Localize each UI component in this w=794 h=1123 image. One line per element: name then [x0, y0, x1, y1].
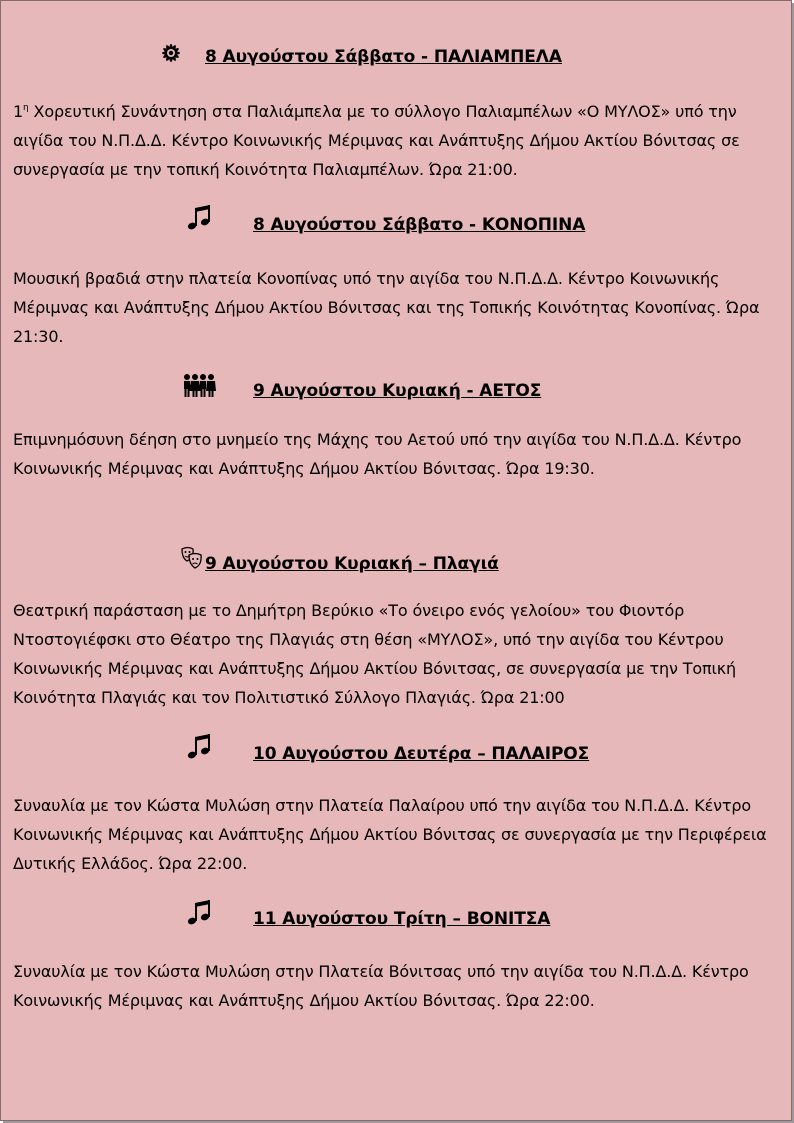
flower-icon — [159, 41, 183, 65]
music-note-icon — [187, 204, 211, 232]
ordinal-suffix: η — [23, 103, 29, 113]
event-description: Συναυλία με τον Κώστα Μυλώση στην Πλατεία Παλαίρου υπό την αιγίδα του Ν.Π.Δ.Δ. Κέντρο Κοινωνικής Μέριμνας και Ανάπτυξης Δήμου Ακτίου Βόνιτσας σε συνεργασία με την Περιφέρεια Δυτικής Ελλάδος. Ώρα 22:00. — [13, 796, 767, 873]
music-note-icon — [187, 899, 211, 927]
ordinal-number: 1 — [13, 102, 24, 121]
music-note-icon — [187, 733, 211, 761]
event-description — [13, 97, 785, 184]
description-text: Χορευτική Συνάντηση στα Παλιάμπελα με το σύλλογο Παλιαμπέλων «Ο ΜΥΛΟΣ» υπό την αιγίδα του Ν.Π.Δ.Δ. Κέντρο Κοινωνικής Μέριμνας και Ανάπτυξης Δήμου Ακτίου Βόνιτσας σε συνεργασία με την τοπική Κοινότητα Παλιαμπέλων. Ώρα 21:00. — [13, 102, 740, 179]
event-heading: 9 Αυγούστου Κυριακή – Πλαγιά — [205, 554, 499, 574]
event-description: Επιμνημόσυνη δέηση στο μνημείο της Μάχης του Αετού υπό την αιγίδα του Ν.Π.Δ.Δ. Κέντρο Κοινωνικής Μέριμνας και Ανάπτυξης Δήμου Ακτίου Βόνιτσας. Ώρα 19:30. — [13, 430, 742, 478]
event-heading: 9 Αυγούστου Κυριακή - ΑΕΤΟΣ — [253, 381, 542, 401]
event-description: Θεατρική παράσταση με το Δημήτρη Βερύκιο «Το όνειρο ενός γελοίου» του Φιοντόρ Ντοστογιέφσκι στο Θέατρο της Πλαγιάς στη θέση «ΜΥΛΟΣ», υπό την αιγίδα του Κέντρου Κοινωνικής Μέριμνας και Ανάπτυξης Δήμου Ακτίου Βόνιτσας, σε συνεργασία με την Τοπική Κοινότητα Πλαγιάς και τον Πολιτιστικό Σύλλογο Πλαγιάς. Ώρα 21:00 — [13, 601, 737, 707]
theater-masks-icon — [180, 545, 204, 571]
event-heading: 8 Αυγούστου Σάββατο - ΚΟΝΟΠΙΝΑ — [253, 215, 586, 235]
event-heading: 11 Αυγούστου Τρίτη – ΒΟΝΙΤΣΑ — [253, 909, 551, 929]
event-heading: 8 Αυγούστου Σάββατο - ΠΑΛΙΑΜΠΕΛΑ — [205, 47, 562, 67]
event-description: Συναυλία με τον Κώστα Μυλώση στην Πλατεία Βόνιτσας υπό την αιγίδα του Ν.Π.Δ.Δ. Κέντρο Κοινωνικής Μέριμνας και Ανάπτυξης Δήμου Ακτίου Βόνιτσας. Ώρα 22:00. — [13, 962, 749, 1010]
event-description: Μουσική βραδιά στην πλατεία Κονοπίνας υπό την αιγίδα του Ν.Π.Δ.Δ. Κέντρο Κοινωνικής Μέριμνας και Ανάπτυξης Δήμου Ακτίου Βόνιτσας και της Τοπικής Κοινότητας Κονοπίνας. Ώρα 21:30. — [13, 269, 760, 346]
event-heading: 10 Αυγούστου Δευτέρα – ΠΑΛΑΙΡΟΣ — [253, 744, 590, 764]
people-icon — [182, 373, 216, 399]
